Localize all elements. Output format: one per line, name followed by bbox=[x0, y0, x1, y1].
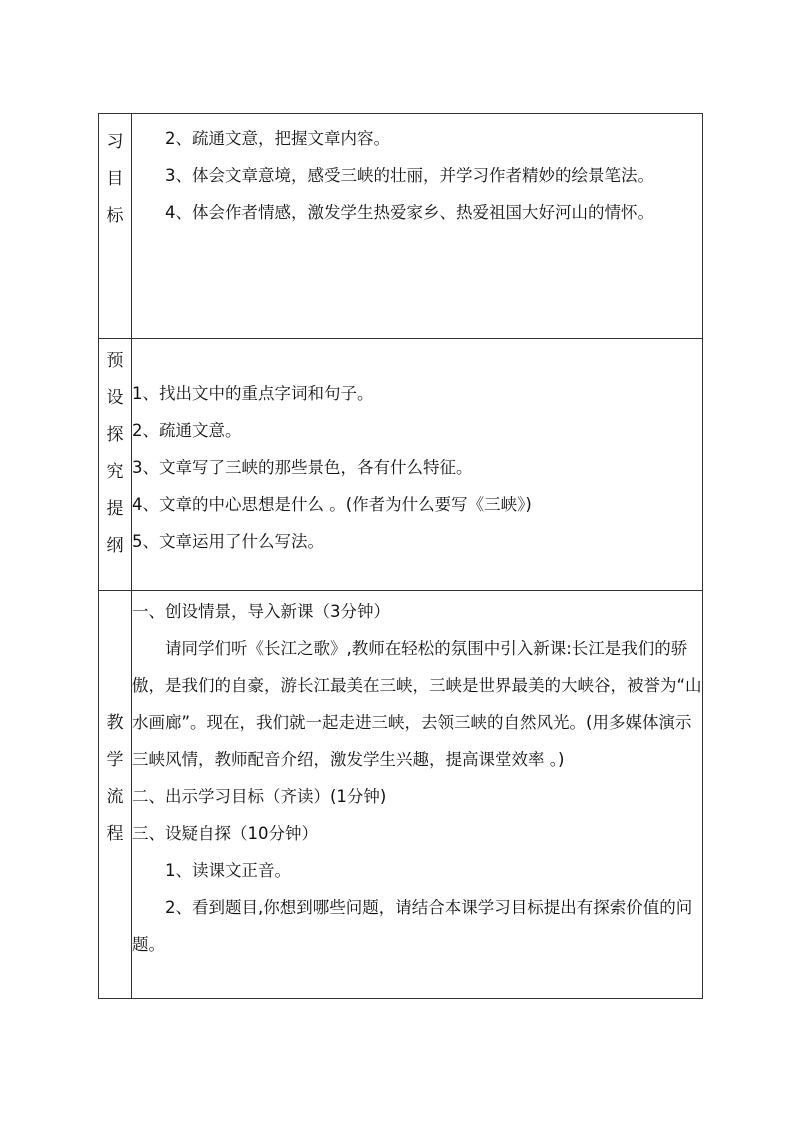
lesson-plan-table bbox=[98, 113, 703, 999]
row-label-inquiry-outline bbox=[99, 339, 132, 591]
label-char: 程 bbox=[106, 824, 124, 844]
paragraph: 三、设疑自探（10分钟） bbox=[132, 824, 318, 843]
label-char: 学 bbox=[106, 750, 124, 770]
paragraph: 一、创设情景，导入新课（3分钟） bbox=[132, 602, 390, 621]
label-char: 教 bbox=[106, 713, 124, 733]
paragraph: 4、文章的中心思想是什么 。(作者为什么要写《三峡》) bbox=[132, 495, 532, 514]
paragraph: 3、体会文章意境，感受三峡的壮丽，并学习作者精妙的绘景笔法。 bbox=[165, 166, 654, 185]
label-char: 提 bbox=[106, 499, 124, 519]
label-char: 纲 bbox=[106, 536, 124, 556]
learning-objectives-content bbox=[132, 114, 703, 339]
row-label-teaching-process bbox=[99, 591, 132, 999]
paragraph: 2、疏通文意，把握文章内容。 bbox=[165, 129, 390, 148]
paragraph: 1、读课文正音。 bbox=[165, 861, 291, 880]
paragraph: 1、找出文中的重点字词和句子。 bbox=[132, 384, 374, 403]
inquiry-outline-content bbox=[132, 339, 703, 591]
label-char: 究 bbox=[106, 462, 124, 482]
paragraph: 3、文章写了三峡的那些景色，各有什么特征。 bbox=[132, 458, 473, 477]
paragraph: 5、文章运用了什么写法。 bbox=[132, 532, 324, 551]
paragraph: 2、看到题目,你想到哪些问题，请结合本课学习目标提出有探索价值的问题。 bbox=[132, 898, 693, 954]
table-row bbox=[99, 591, 703, 999]
label-char: 设 bbox=[106, 388, 124, 408]
paragraph: 2、疏通文意。 bbox=[132, 421, 242, 440]
label-char: 探 bbox=[106, 425, 124, 445]
teaching-process-content bbox=[132, 591, 703, 999]
label-char: 流 bbox=[106, 787, 124, 807]
row-label-learning-objectives bbox=[99, 114, 132, 339]
table-row bbox=[99, 114, 703, 339]
label-char: 标 bbox=[106, 206, 124, 226]
label-char: 目 bbox=[106, 169, 124, 189]
label-char: 习 bbox=[106, 132, 124, 152]
table-row bbox=[99, 339, 703, 591]
paragraph: 请同学们听《长江之歌》,教师在轻松的氛围中引入新课:长江是我们的骄傲，是我们的自豪，游长江最美在三峡，三峡是世界最美的大峡谷，被誉为“山水画廊”。现在，我们就一起走进三峡，去领三峡的自然风光。(用多媒体演示三峡风情，教师配音介绍，激发学生兴趣，提高课堂效率 。) bbox=[132, 639, 702, 769]
paragraph: 二、出示学习目标（齐读）(1分钟) bbox=[132, 787, 387, 806]
label-char: 预 bbox=[106, 351, 124, 371]
paragraph: 4、体会作者情感，激发学生热爱家乡、热爱祖国大好河山的情怀。 bbox=[165, 203, 654, 222]
